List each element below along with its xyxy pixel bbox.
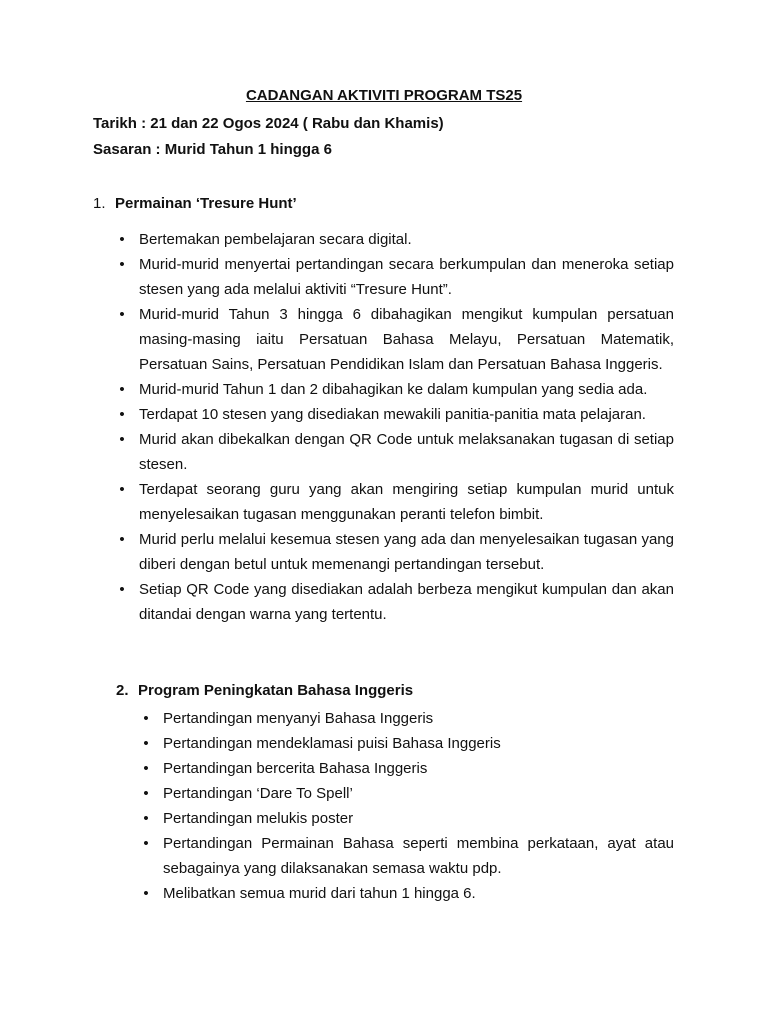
list-item — [143, 806, 674, 831]
list-item — [143, 781, 674, 806]
bullet-icon: • — [119, 581, 125, 598]
list-item-text: Terdapat seorang guru yang akan mengiring setiap kumpulan murid untuk menyelesaikan tugasan menggunakan peranti telefon bimbit. — [139, 481, 674, 523]
list-item — [119, 302, 674, 377]
list-item — [143, 706, 674, 731]
bullet-icon: • — [119, 231, 125, 248]
list-item — [119, 377, 674, 402]
list-item-text: Murid-murid menyertai pertandingan secara berkumpulan dan meneroka setiap stesen yang ada melalui aktiviti “Tresure Hunt”. — [139, 256, 674, 298]
list-item-text: Terdapat 10 stesen yang disediakan mewakili panitia-panitia mata pelajaran. — [139, 406, 646, 423]
list-item — [119, 477, 674, 527]
section-2-list — [143, 706, 674, 906]
bullet-icon: • — [119, 381, 125, 398]
document-title: CADANGAN AKTIVITI PROGRAM TS25 — [245, 87, 523, 104]
bullet-icon: • — [119, 306, 125, 323]
bullet-icon: • — [119, 531, 125, 548]
list-item-text: Pertandingan ‘Dare To Spell’ — [163, 785, 353, 802]
list-item — [143, 731, 674, 756]
bullet-icon: • — [143, 760, 149, 777]
list-item-text: Melibatkan semua murid dari tahun 1 hingga 6. — [163, 885, 476, 902]
bullet-icon: • — [143, 735, 149, 752]
bullet-icon: • — [143, 835, 149, 852]
list-item-text: Pertandingan mendeklamasi puisi Bahasa Inggeris — [163, 735, 501, 752]
list-item — [143, 831, 674, 881]
bullet-icon: • — [143, 785, 149, 802]
target-line: Sasaran : Murid Tahun 1 hingga 6 — [93, 141, 332, 158]
bullet-icon: • — [143, 710, 149, 727]
list-item — [119, 427, 674, 477]
bullet-icon: • — [143, 810, 149, 827]
section-1-number: 1. — [93, 195, 106, 212]
list-item-text: Murid-murid Tahun 3 hingga 6 dibahagikan mengikut kumpulan persatuan masing-masing iaitu Persatuan Bahasa Melayu, Persatuan Matematik, Persatuan Sains, Persatuan Pendidikan Islam dan Persatuan Bahasa Inggeris. — [139, 306, 674, 373]
list-item — [119, 402, 674, 427]
list-item — [119, 227, 674, 252]
section-1-heading — [93, 194, 297, 214]
list-item — [143, 881, 674, 906]
list-item-text: Murid-murid Tahun 1 dan 2 dibahagikan ke dalam kumpulan yang sedia ada. — [139, 381, 648, 398]
list-item-text: Pertandingan Permainan Bahasa seperti membina perkataan, ayat atau sebagainya yang dilaksanakan semasa waktu pdp. — [163, 835, 674, 877]
list-item-text: Setiap QR Code yang disediakan adalah berbeza mengikut kumpulan dan akan ditandai dengan warna yang tertentu. — [139, 581, 674, 623]
bullet-icon: • — [119, 256, 125, 273]
bullet-icon: • — [119, 431, 125, 448]
section-2-title: Program Peningkatan Bahasa Inggeris — [138, 682, 414, 699]
bullet-icon: • — [119, 406, 125, 423]
section-2-heading — [116, 681, 413, 701]
bullet-icon: • — [119, 481, 125, 498]
list-item — [119, 577, 674, 627]
list-item-text: Bertemakan pembelajaran secara digital. — [139, 231, 412, 248]
bullet-icon: • — [143, 885, 149, 902]
list-item-text: Pertandingan bercerita Bahasa Inggeris — [163, 760, 428, 777]
list-item-text: Pertandingan melukis poster — [163, 810, 354, 827]
list-item — [119, 252, 674, 302]
section-1-list — [119, 227, 674, 627]
section-1-title: Permainan ‘Tresure Hunt’ — [115, 195, 297, 212]
list-item — [143, 756, 674, 781]
list-item-text: Murid perlu melalui kesemua stesen yang ada dan menyelesaikan tugasan yang diberi dengan betul untuk memenangi pertandingan tersebut. — [139, 531, 674, 573]
list-item-text: Murid akan dibekalkan dengan QR Code untuk melaksanakan tugasan di setiap stesen. — [139, 431, 674, 473]
section-2-number: 2. — [116, 682, 129, 699]
date-line: Tarikh : 21 dan 22 Ogos 2024 ( Rabu dan Khamis) — [93, 115, 444, 132]
list-item-text: Pertandingan menyanyi Bahasa Inggeris — [163, 710, 434, 727]
list-item — [119, 527, 674, 577]
